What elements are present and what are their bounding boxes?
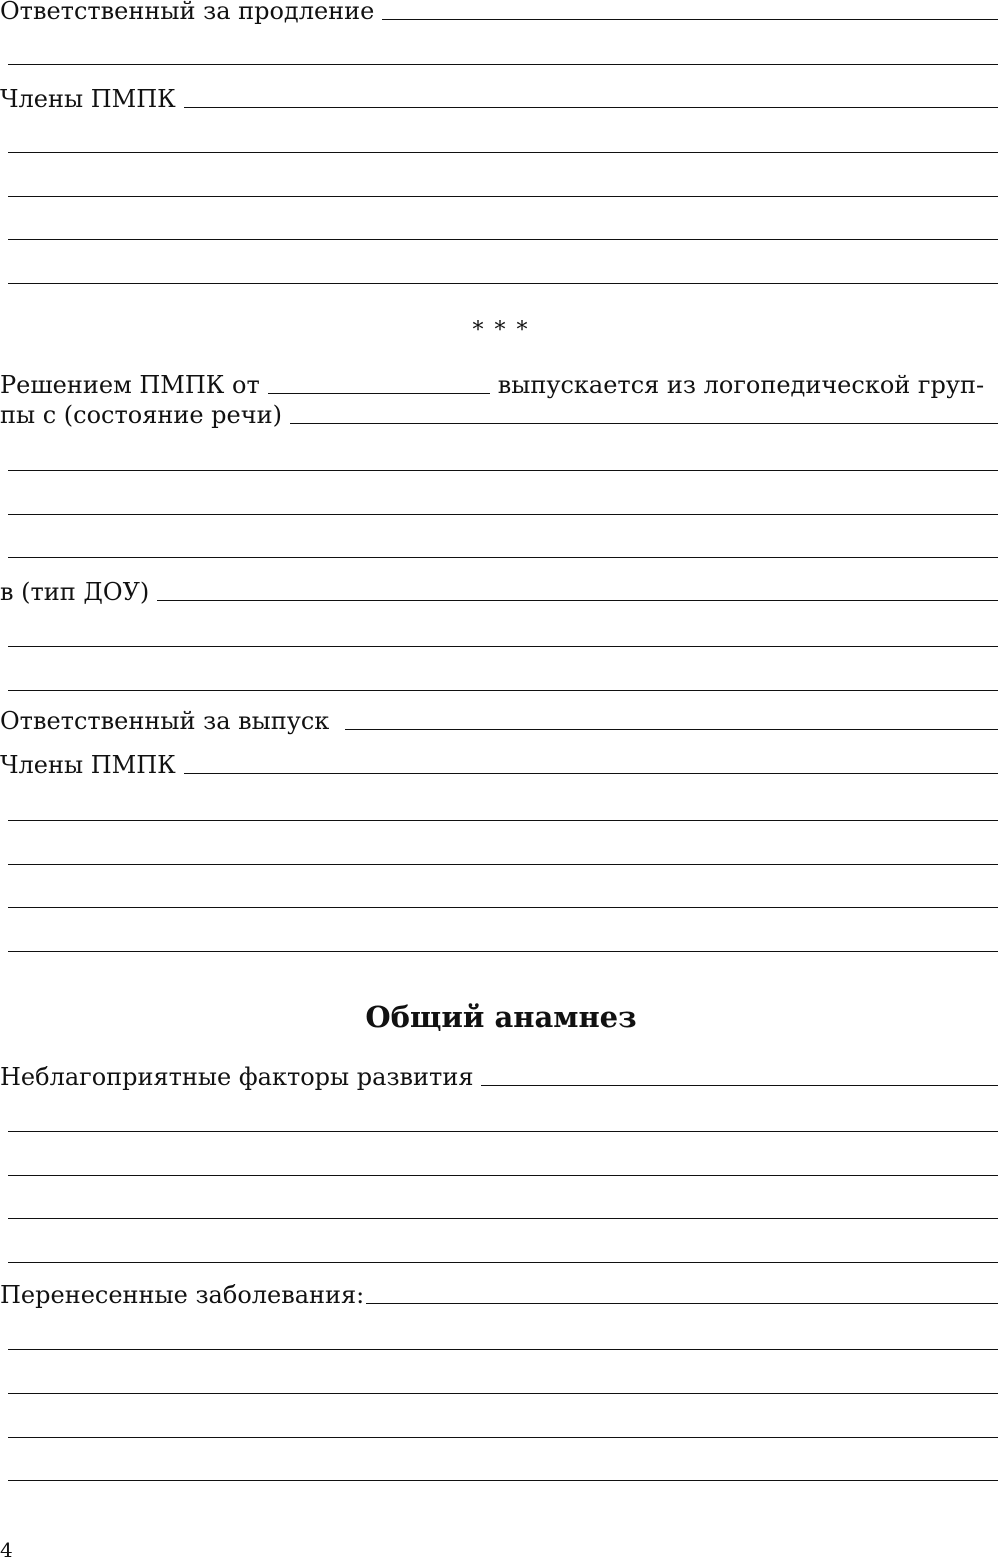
unfavorable-factors-field[interactable] xyxy=(481,1085,998,1086)
responsible-release-field[interactable] xyxy=(345,729,998,730)
unfavorable-factors-row xyxy=(0,1062,998,1092)
blank-line[interactable] xyxy=(8,64,998,65)
dou-type-field[interactable] xyxy=(157,600,998,601)
responsible-extension-field[interactable] xyxy=(382,19,998,20)
dou-type-label: в (тип ДОУ) xyxy=(0,578,150,606)
decision-date-field[interactable] xyxy=(268,393,490,394)
blank-line[interactable] xyxy=(8,1262,998,1263)
decision-prefix: Решением ПМПК от xyxy=(0,371,260,399)
blank-line[interactable] xyxy=(8,951,998,952)
blank-line[interactable] xyxy=(8,196,998,197)
blank-line[interactable] xyxy=(8,820,998,821)
blank-line[interactable] xyxy=(8,152,998,153)
past-illnesses-row xyxy=(0,1280,998,1310)
blank-line[interactable] xyxy=(8,239,998,240)
blank-line[interactable] xyxy=(8,1349,998,1350)
blank-line[interactable] xyxy=(8,864,998,865)
blank-line[interactable] xyxy=(8,1175,998,1176)
responsible-extension-label: Ответственный за продление xyxy=(0,0,375,25)
past-illnesses-field[interactable] xyxy=(366,1303,998,1304)
blank-line[interactable] xyxy=(8,1437,998,1438)
dou-type-row xyxy=(0,577,998,607)
blank-line[interactable] xyxy=(8,514,998,515)
section-separator: * * * xyxy=(472,318,530,343)
members-field[interactable] xyxy=(184,773,998,774)
blank-line[interactable] xyxy=(8,907,998,908)
blank-line[interactable] xyxy=(8,1393,998,1394)
decision-suffix: выпускается из логопедической груп- xyxy=(497,371,985,399)
blank-line[interactable] xyxy=(8,1218,998,1219)
decision-row xyxy=(0,370,998,400)
section-title: Общий анамнез xyxy=(365,1000,637,1034)
unfavorable-factors-label: Неблагоприятные факторы развития xyxy=(0,1063,474,1091)
speech-state-label: пы с (состояние речи) xyxy=(0,401,282,429)
members-label: Члены ПМПК xyxy=(0,751,176,779)
blank-line[interactable] xyxy=(8,283,998,284)
speech-state-row xyxy=(0,400,998,430)
members-label: Члены ПМПК xyxy=(0,85,176,113)
speech-state-field[interactable] xyxy=(290,423,998,424)
responsible-release-row xyxy=(0,706,998,736)
page-number: 4 xyxy=(0,1538,13,1562)
members-row-2 xyxy=(0,750,998,780)
blank-line[interactable] xyxy=(8,1480,998,1481)
blank-line[interactable] xyxy=(8,557,998,558)
members-field[interactable] xyxy=(184,107,998,108)
blank-line[interactable] xyxy=(8,690,998,691)
responsible-release-label: Ответственный за выпуск xyxy=(0,707,330,735)
blank-line[interactable] xyxy=(8,1131,998,1132)
responsible-extension-row xyxy=(0,0,998,26)
past-illnesses-label: Перенесенные заболевания: xyxy=(0,1281,365,1309)
blank-line[interactable] xyxy=(8,470,998,471)
members-row-1 xyxy=(0,84,998,114)
blank-line[interactable] xyxy=(8,646,998,647)
